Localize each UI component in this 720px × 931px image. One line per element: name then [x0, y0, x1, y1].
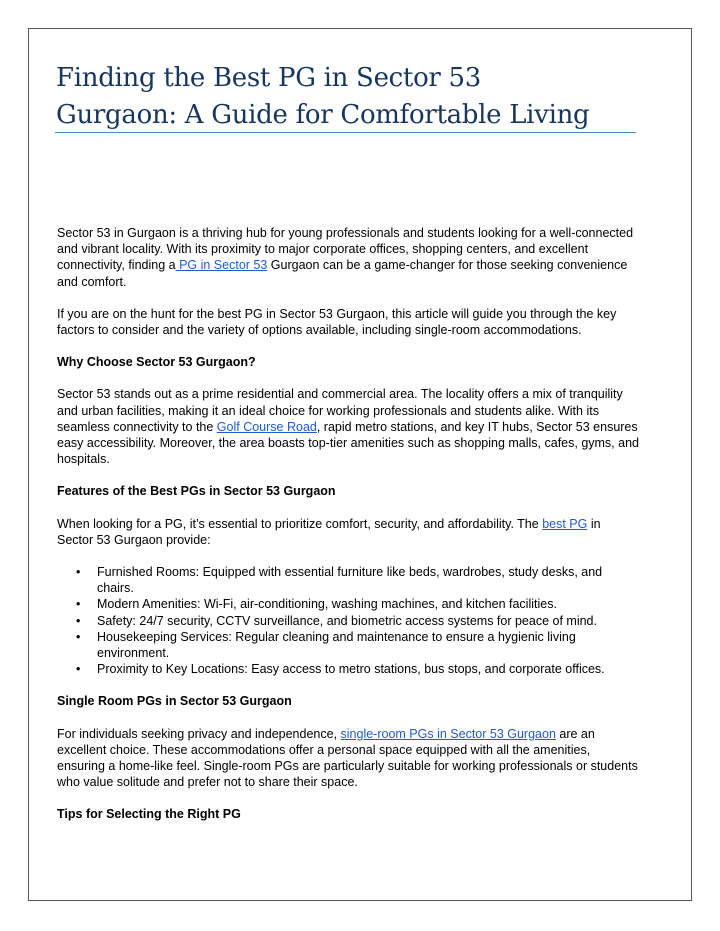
best-pg-link[interactable]: best PG: [542, 516, 588, 531]
title-underline: [55, 132, 636, 133]
golf-course-road-link[interactable]: Golf Course Road: [216, 419, 317, 434]
title-line-1: Finding the Best PG in Sector 53: [56, 63, 481, 93]
features-paragraph: When looking for a PG, it’s essential to prioritize comfort, security, and affordability. The best PG in Sector 53 Gurgaon provide:: [57, 516, 601, 547]
title-line-2: Gurgaon: A Guide for Comfortable Living: [56, 100, 590, 130]
list-item: • Furnished Rooms: Equipped with essential furniture like beds, wardrobes, study desks, and chairs.: [97, 564, 639, 596]
intro-paragraph-1: Sector 53 in Gurgaon is a thriving hub for young professionals and students looking for a well-connected and vibrant locality. With its proximity to major corporate offices, shopping centers, and excellent connectivity, finding a PG in Sector 53 Gurgaon can be a game-changer for those seeking convenience and comfort.: [57, 226, 634, 289]
list-item: • Proximity to Key Locations: Easy access to metro stations, bus stops, and corporate offices.: [97, 661, 639, 677]
list-item: • Safety: 24/7 security, CCTV surveillance, and biometric access systems for peace of mind.: [97, 613, 639, 629]
intro-paragraph-2: If you are on the hunt for the best PG in Sector 53 Gurgaon, this article will guide you through the key factors to consider and the variety of options available, including single-room accommodations.: [57, 306, 617, 338]
document-body: [57, 225, 639, 839]
single-room-heading: Single Room PGs in Sector 53 Gurgaon: [57, 694, 292, 709]
why-choose-heading: Why Choose Sector 53 Gurgaon?: [57, 355, 256, 370]
features-list: [57, 564, 639, 677]
single-room-pgs-link[interactable]: single-room PGs in Sector 53 Gurgaon: [340, 726, 556, 741]
tips-heading: Tips for Selecting the Right PG: [57, 807, 241, 822]
features-heading: Features of the Best PGs in Sector 53 Gurgaon: [57, 484, 336, 499]
list-item: • Housekeeping Services: Regular cleaning and maintenance to ensure a hygienic living environment.: [97, 629, 639, 661]
single-room-paragraph: For individuals seeking privacy and independence, single-room PGs in Sector 53 Gurgaon are an excellent choice. These accommodations offer a personal space equipped with all the amenities, ensuring a home-like feel. Single-room PGs are particularly suitable for working professionals or students who value solitude and prefer not to share their space.: [57, 726, 638, 790]
pg-sector-53-link[interactable]: PG in Sector 53: [175, 258, 268, 273]
page-title: [56, 60, 636, 134]
list-item: • Modern Amenities: Wi-Fi, air-conditioning, washing machines, and kitchen facilities.: [97, 596, 639, 612]
why-choose-paragraph: Sector 53 stands out as a prime residential and commercial area. The locality offers a mix of tranquility and urban facilities, making it an ideal choice for working professionals and students alike. With its seamless connectivity to the Golf Course Road, rapid metro stations, and key IT hubs, Sector 53 ensures easy accessibility. Moreover, the area boasts top-tier amenities such as shopping malls, cafes, gyms, and hospitals.: [57, 387, 639, 467]
